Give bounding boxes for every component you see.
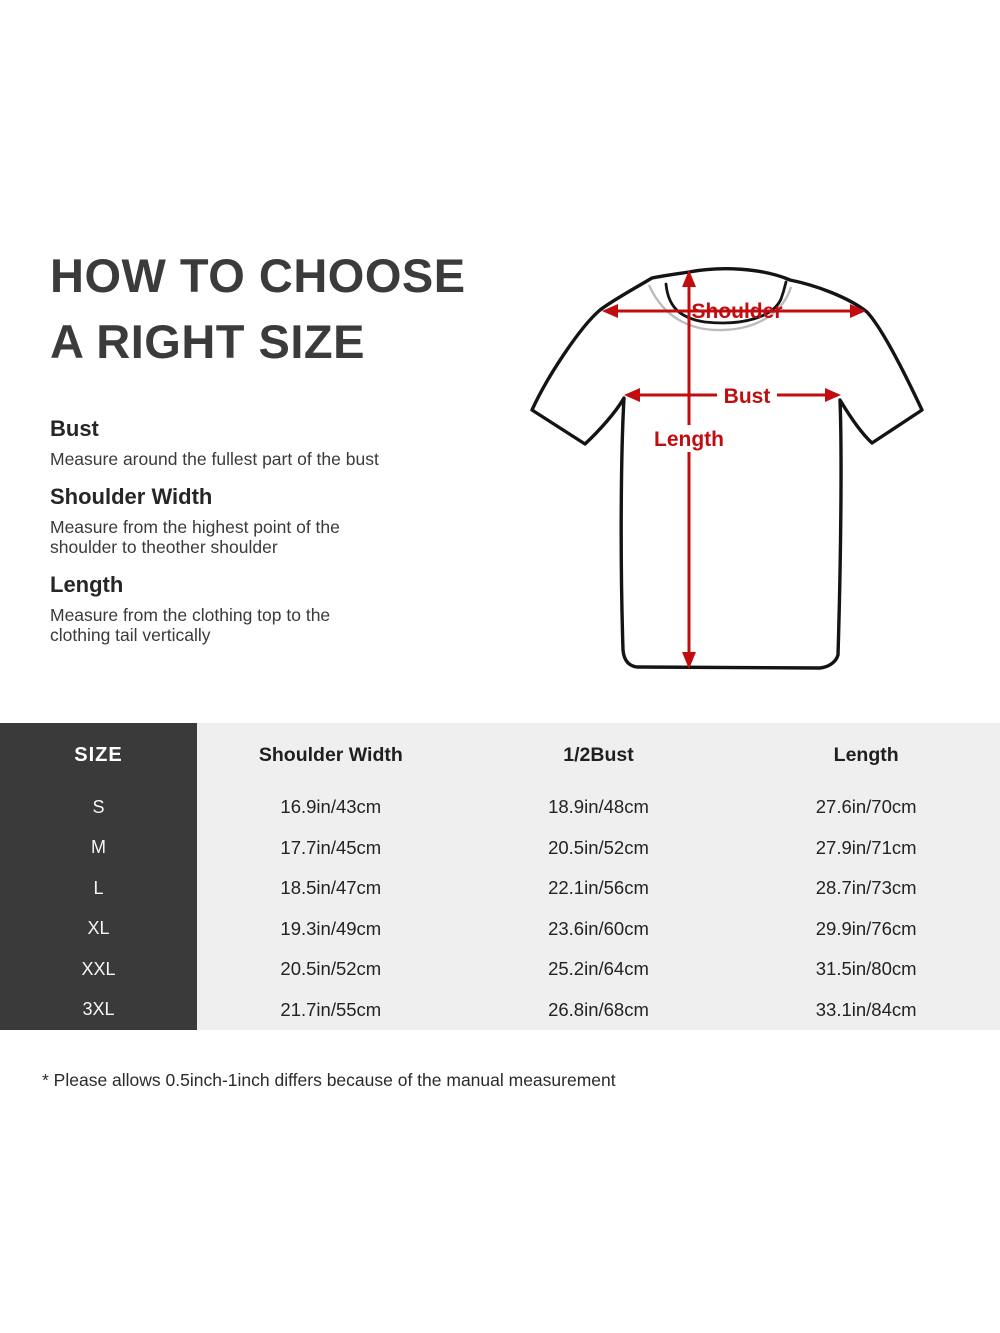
tshirt-diagram-svg [525, 245, 965, 690]
shoulder-arrow-label: Shoulder [691, 300, 783, 323]
size-table [0, 723, 1000, 1030]
bust-arrow-label: Bust [723, 385, 771, 408]
size-table-row-xxl-shoulder: 20.5in/52cm [280, 958, 382, 980]
size-table-row-l-length: 28.7in/73cm [815, 877, 917, 899]
size-table-row-m-label: M [91, 837, 106, 858]
instruction-length-text-line2: clothing tail vertically [50, 625, 211, 645]
page-title [50, 243, 466, 375]
size-table-row-3xl-bust: 26.8in/68cm [548, 998, 649, 1020]
size-table-row-m-bust: 20.5in/52cm [548, 836, 649, 858]
size-table-row-3xl-label: 3XL [82, 999, 115, 1020]
size-table-row-s-bust: 18.9in/48cm [548, 796, 649, 818]
size-table-row-xl-label: XL [87, 918, 110, 939]
size-table-row-m-length: 27.9in/71cm [815, 836, 917, 858]
size-table-row-xl-bust: 23.6in/60cm [548, 917, 649, 939]
tshirt-measurement-diagram [525, 245, 965, 690]
size-table-header-shoulder-width: Shoulder Width [258, 743, 403, 766]
length-arrow-label: Length [654, 428, 724, 451]
size-table-row-m-shoulder: 17.7in/45cm [280, 836, 382, 858]
instruction-shoulder-width-text-line1: Measure from the highest point of the [50, 517, 340, 537]
instruction-length-title: Length [50, 572, 124, 597]
instruction-shoulder-width [50, 484, 500, 557]
measurement-disclaimer: * Please allows 0.5inch-1inch differs because of the manual measurement [42, 1070, 616, 1090]
size-table-row-s-shoulder: 16.9in/43cm [280, 796, 382, 818]
size-table-header-half-bust: 1/2Bust [563, 743, 634, 766]
instruction-shoulder-width-title: Shoulder Width [50, 484, 213, 509]
size-table-row-s-label: S [92, 796, 105, 817]
size-table-row-s-length: 27.6in/70cm [815, 796, 917, 818]
instruction-shoulder-width-text-line2: shoulder to theother shoulder [50, 537, 278, 557]
instruction-length-text-line1: Measure from the clothing top to the [50, 605, 331, 625]
size-table-row-xxl-length: 31.5in/80cm [815, 958, 917, 980]
size-table-row-3xl-length: 33.1in/84cm [815, 998, 917, 1020]
page-title-line1: HOW TO CHOOSE [50, 249, 466, 302]
size-table-header-length: Length [833, 743, 899, 766]
size-table-row-xxl-label: XXL [81, 958, 116, 979]
size-table-row-3xl-shoulder: 21.7in/55cm [280, 998, 382, 1020]
size-table-row-l-label: L [93, 877, 104, 898]
size-table-row-xxl-bust: 25.2in/64cm [548, 958, 649, 980]
size-table-row-xl-shoulder: 19.3in/49cm [280, 917, 382, 939]
instruction-bust-title: Bust [50, 416, 99, 441]
size-table-row-l-shoulder: 18.5in/47cm [280, 877, 382, 899]
instruction-bust [50, 416, 500, 469]
page-title-line2: A RIGHT SIZE [50, 315, 365, 368]
instruction-length [50, 572, 500, 645]
size-table-header-size: SIZE [74, 743, 123, 766]
size-table-row-xl-length: 29.9in/76cm [815, 917, 917, 939]
instruction-bust-text: Measure around the fullest part of the bust [50, 449, 379, 469]
size-table-row-l-bust: 22.1in/56cm [548, 877, 649, 899]
